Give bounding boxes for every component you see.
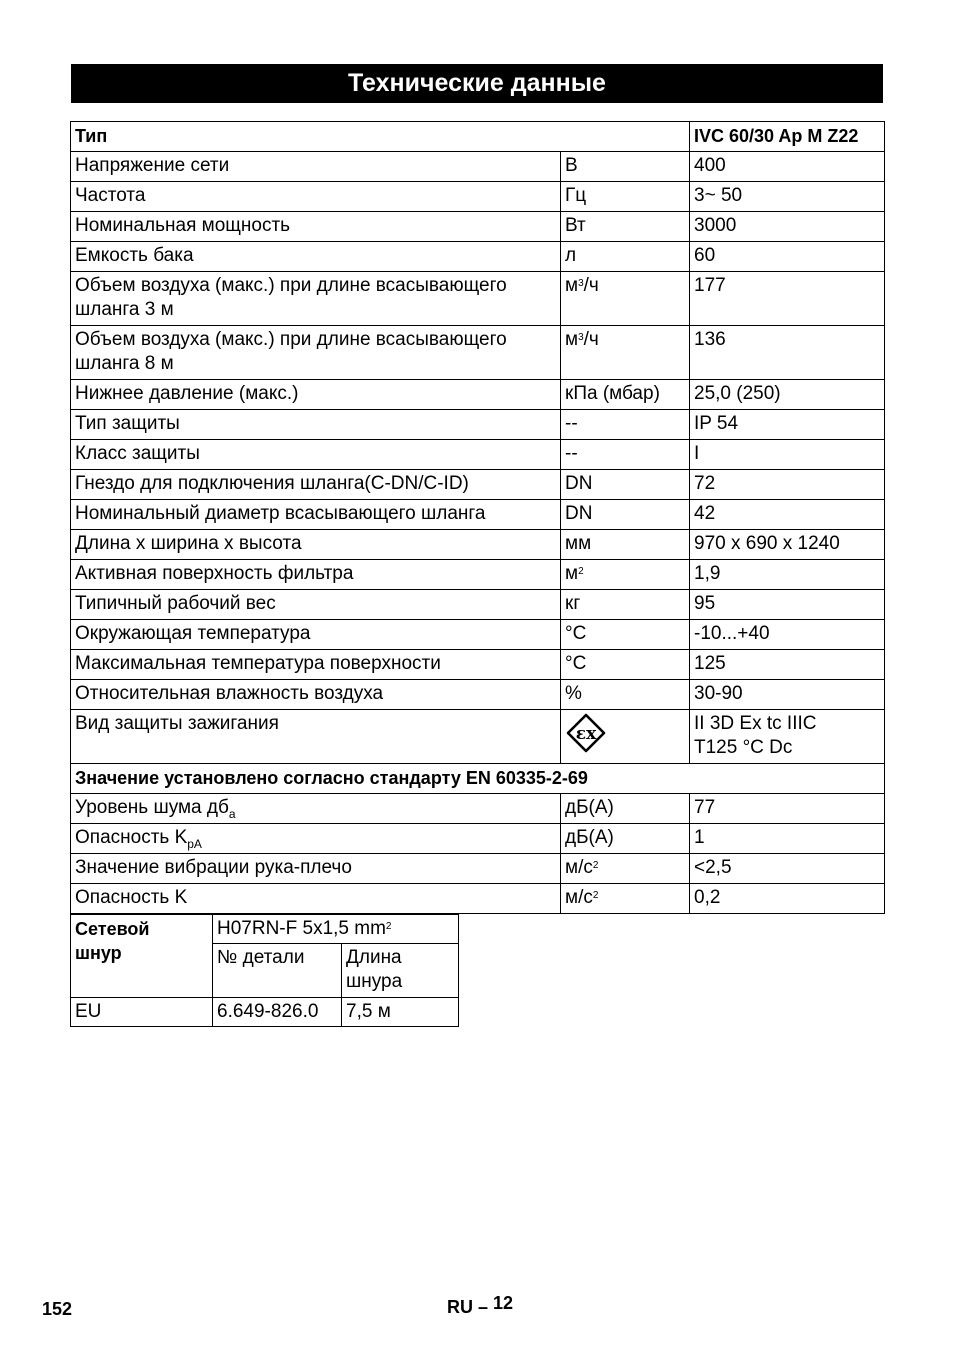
row-name: Длина х ширина х высота <box>71 530 561 560</box>
unit-sup: 2 <box>578 566 584 577</box>
table-row <box>71 650 885 680</box>
col-length-line: Длина <box>346 947 402 968</box>
row-value: 3000 <box>690 212 885 242</box>
row-name: Нижнее давление (макс.) <box>71 380 561 410</box>
name-base: Уровень шума дб <box>75 797 229 818</box>
row-unit: дБ(А) <box>561 824 690 854</box>
row-unit: кПа (мбар) <box>561 380 690 410</box>
unit-rest: /ч <box>583 329 599 350</box>
table-row <box>71 854 885 884</box>
section-page-marker <box>447 1293 514 1318</box>
table-row <box>71 998 459 1027</box>
cord-label <box>71 915 213 998</box>
cable-sup: 2 <box>385 921 392 932</box>
ex-symbol-icon <box>565 713 607 753</box>
row-unit: °C <box>561 650 690 680</box>
table-row <box>71 794 885 824</box>
svg-text:εx: εx <box>575 724 597 744</box>
col-cord-length <box>342 944 459 998</box>
language-code: RU <box>447 1297 473 1317</box>
row-name <box>71 272 561 326</box>
cable-base: H07RN-F 5x1,5 mm <box>217 918 386 939</box>
row-name <box>71 824 561 854</box>
row-unit <box>561 560 690 590</box>
table-row <box>71 326 885 380</box>
row-unit <box>561 884 690 914</box>
unit-sup: 3 <box>578 332 584 343</box>
row-unit: дБ(А) <box>561 794 690 824</box>
row-name-line: шланга 8 м <box>75 353 174 374</box>
row-unit: кг <box>561 590 690 620</box>
row-name: Класс защиты <box>71 440 561 470</box>
table-row <box>71 620 885 650</box>
row-name <box>71 326 561 380</box>
row-value: 400 <box>690 152 885 182</box>
unit-base: м <box>565 329 579 350</box>
row-unit: °C <box>561 620 690 650</box>
table-row <box>71 590 885 620</box>
row-name: Гнездо для подключения шланга(C-DN/C-ID) <box>71 470 561 500</box>
row-value: 72 <box>690 470 885 500</box>
row-value: I <box>690 440 885 470</box>
section-note-row <box>71 764 885 794</box>
row-name: Номинальный диаметр всасывающего шланга <box>71 500 561 530</box>
row-name-line: Объем воздуха (макс.) при длине всасывающего <box>75 329 507 350</box>
table-row <box>71 410 885 440</box>
row-unit: DN <box>561 470 690 500</box>
page-number: 152 <box>42 1299 73 1319</box>
model-name: IVC 60/30 Ap M Z22 <box>690 122 885 152</box>
unit-sup: 2 <box>592 860 599 871</box>
row-value: 136 <box>690 326 885 380</box>
cord-region: EU <box>71 998 213 1027</box>
row-value: 25,0 (250) <box>690 380 885 410</box>
unit-rest: /ч <box>583 275 599 296</box>
table-row <box>71 380 885 410</box>
table-row <box>71 272 885 326</box>
type-label: Тип <box>71 122 690 152</box>
cable-type <box>213 915 459 944</box>
row-value: 970 x 690 x 1240 <box>690 530 885 560</box>
cord-part-number: 6.649-826.0 <box>213 998 342 1027</box>
table-row <box>71 470 885 500</box>
row-value: 77 <box>690 794 885 824</box>
table-row <box>71 884 885 914</box>
row-unit: -- <box>561 410 690 440</box>
table-row <box>71 560 885 590</box>
row-value: 60 <box>690 242 885 272</box>
row-unit <box>561 326 690 380</box>
row-value: IP 54 <box>690 410 885 440</box>
row-unit: -- <box>561 440 690 470</box>
row-name: Опасность K <box>71 884 561 914</box>
row-unit <box>561 710 690 764</box>
unit-base: м/с <box>565 887 593 908</box>
row-name: Напряжение сети <box>71 152 561 182</box>
value-line: II 3D Ex tc IIIC <box>694 713 817 734</box>
row-value: <2,5 <box>690 854 885 884</box>
row-unit <box>561 854 690 884</box>
row-name: Частота <box>71 182 561 212</box>
row-unit: % <box>561 680 690 710</box>
unit-base: м/с <box>565 857 593 878</box>
row-unit: DN <box>561 500 690 530</box>
power-cord-table <box>70 914 459 1027</box>
row-name: Относительная влажность воздуха <box>71 680 561 710</box>
cord-label-line: шнур <box>75 943 122 963</box>
spec-header-row <box>71 122 885 152</box>
row-unit: Вт <box>561 212 690 242</box>
separator-dash: – <box>478 1297 489 1317</box>
table-row <box>71 824 885 854</box>
row-name: Емкость бака <box>71 242 561 272</box>
row-value: 3~ 50 <box>690 182 885 212</box>
unit-sup: 3 <box>578 278 584 289</box>
name-sub: pA <box>187 836 202 851</box>
row-value: 1,9 <box>690 560 885 590</box>
row-name: Активная поверхность фильтра <box>71 560 561 590</box>
row-unit: Гц <box>561 182 690 212</box>
table-row <box>71 242 885 272</box>
spec-table <box>70 121 885 914</box>
table-row <box>71 212 885 242</box>
section-page-number: 12 <box>493 1293 514 1313</box>
row-name <box>71 794 561 824</box>
table-row <box>71 152 885 182</box>
cord-header-row <box>71 915 459 944</box>
table-row <box>71 530 885 560</box>
row-unit: л <box>561 242 690 272</box>
row-name-line: Объем воздуха (макс.) при длине всасывающего <box>75 275 507 296</box>
row-value: 30-90 <box>690 680 885 710</box>
row-value: 0,2 <box>690 884 885 914</box>
row-value: 1 <box>690 824 885 854</box>
table-row <box>71 680 885 710</box>
row-value: 95 <box>690 590 885 620</box>
row-name: Окружающая температура <box>71 620 561 650</box>
row-value: 125 <box>690 650 885 680</box>
row-name-line: шланга 3 м <box>75 299 174 320</box>
row-unit: мм <box>561 530 690 560</box>
col-part-number: № детали <box>213 944 342 998</box>
row-value: 177 <box>690 272 885 326</box>
unit-sup: 2 <box>592 890 599 901</box>
row-name: Вид защиты зажигания <box>71 710 561 764</box>
row-value: -10...+40 <box>690 620 885 650</box>
table-row <box>71 710 885 764</box>
cord-label-line: Сетевой <box>75 919 150 939</box>
unit-base: м <box>565 275 579 296</box>
row-name: Максимальная температура поверхности <box>71 650 561 680</box>
row-name: Значение вибрации рука-плечо <box>71 854 561 884</box>
row-value: 42 <box>690 500 885 530</box>
name-base: Опасность K <box>75 827 188 848</box>
table-row <box>71 440 885 470</box>
col-length-line: шнура <box>346 971 403 992</box>
unit-base: м <box>565 563 579 584</box>
value-line: T125 °C Dc <box>694 737 793 758</box>
row-name: Номинальная мощность <box>71 212 561 242</box>
cord-length: 7,5 м <box>342 998 459 1027</box>
name-sub: a <box>228 806 236 821</box>
row-unit: В <box>561 152 690 182</box>
page-title: Технические данные <box>71 64 883 103</box>
row-name: Типичный рабочий вес <box>71 590 561 620</box>
table-row <box>71 182 885 212</box>
row-unit <box>561 272 690 326</box>
table-row <box>71 500 885 530</box>
row-name: Тип защиты <box>71 410 561 440</box>
section-note: Значение установлено согласно стандарту EN 60335-2-69 <box>71 764 885 794</box>
row-value <box>690 710 885 764</box>
